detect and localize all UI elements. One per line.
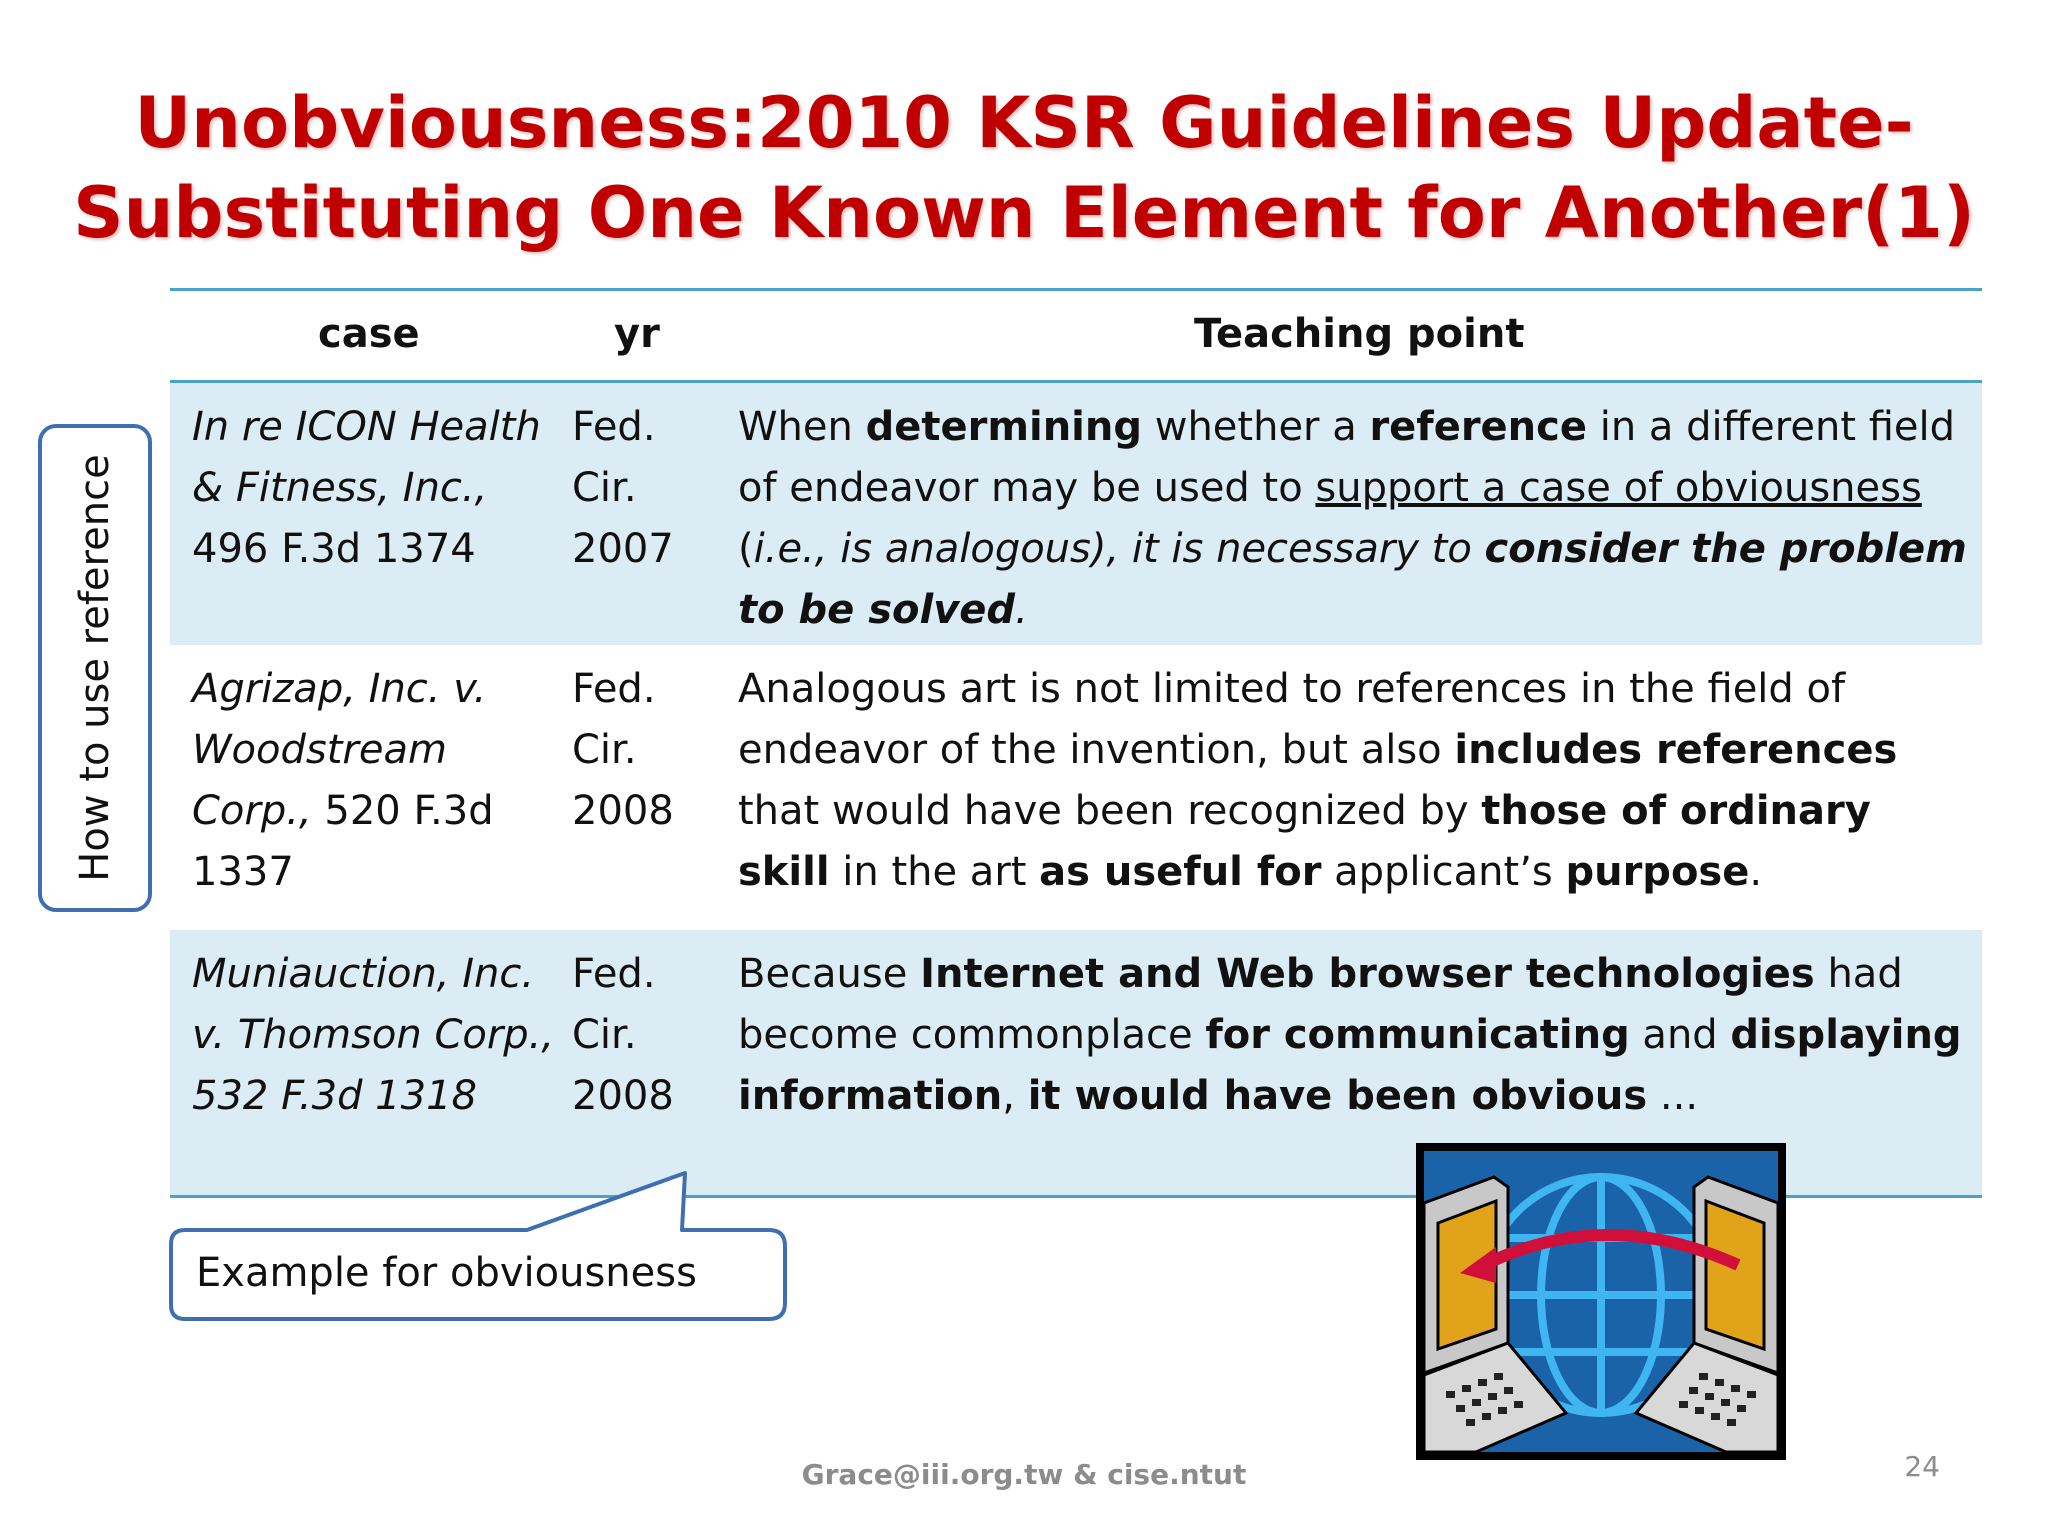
case-cell <box>192 659 572 903</box>
teaching-point-text: ... <box>1647 1073 1699 1119</box>
computers-globe-exchange-icon <box>1416 1143 1786 1460</box>
case-name: In re ICON Health & Fitness, Inc., <box>192 404 541 511</box>
footer-text: Grace@iii.org.tw & cise.ntut <box>801 1458 1247 1491</box>
slide-title-line-2: Substituting One Known Element for Another(1) <box>73 172 1975 254</box>
side-label: How to use reference <box>72 454 118 882</box>
header-teaching-point: Teaching point <box>1194 311 1525 357</box>
case-cell <box>192 944 572 1127</box>
teaching-point-text: purpose <box>1565 849 1750 895</box>
teaching-point-text: as useful for <box>1039 849 1322 895</box>
year-cell: Fed. Cir. 2008 <box>572 951 674 1119</box>
teaching-point-text: that would have been recognized by <box>738 788 1482 834</box>
case-name: Muniauction, Inc. v. Thomson Corp., 532 F.3d 1318 <box>192 951 555 1119</box>
year-cell: Fed. Cir. 2007 <box>572 404 674 572</box>
teaching-point-text: Because <box>738 951 921 997</box>
case-citation: 520 F.3d 1337 <box>192 788 494 895</box>
year-cell: Fed. Cir. 2008 <box>572 666 674 834</box>
teaching-point-text: in a different field of endeavor may be used to <box>738 404 1956 511</box>
teaching-point-text: whether a <box>1142 404 1370 450</box>
teaching-point-text: had become commonplace <box>738 951 1903 1058</box>
teaching-point-text: includes references <box>1454 727 1898 773</box>
slide-title-line-1: Unobviousness:2010 KSR Guidelines Update- <box>134 82 1914 164</box>
teaching-point-text: reference <box>1369 404 1587 450</box>
teaching-point-cell <box>738 944 1968 1127</box>
teaching-point-text: consider the problem to be solved <box>738 526 1967 633</box>
teaching-point-text: When <box>738 404 866 450</box>
header-yr: yr <box>614 311 660 357</box>
table-row <box>170 383 1982 645</box>
teaching-point-text: determining <box>865 404 1143 450</box>
teaching-point-text: it would have been obvious <box>1027 1073 1648 1119</box>
teaching-point-text: for communicating <box>1205 1012 1630 1058</box>
page-number: 24 <box>1904 1450 1940 1483</box>
teaching-point-text: Analogous art is not limited to references in the field of endeavor of the invention, but also <box>738 666 1846 773</box>
teaching-point-text: displaying information <box>738 1012 1962 1119</box>
teaching-point-text: those of ordinary skill <box>738 788 1871 895</box>
case-cell <box>192 397 572 580</box>
table-row <box>170 645 1982 919</box>
teaching-point-text: . <box>1749 849 1763 895</box>
teaching-point-text: applicant’s <box>1321 849 1566 895</box>
case-citation: 496 F.3d 1374 <box>192 526 476 572</box>
teaching-point-text: , <box>1002 1073 1028 1119</box>
teaching-point-text: . <box>1015 587 1028 633</box>
teaching-point-text: Internet and Web browser technologies <box>920 951 1815 997</box>
table-header <box>170 291 1982 382</box>
side-label-box <box>38 424 152 912</box>
case-name: Agrizap, Inc. v. Woodstream Corp., <box>192 666 487 834</box>
callout-text: Example for obviousness <box>196 1250 697 1296</box>
teaching-point-text: and <box>1629 1012 1731 1058</box>
teaching-point-text: i.e., is analogous), it is necessary to <box>753 526 1485 572</box>
header-case: case <box>318 311 420 357</box>
callout-bubble <box>165 1165 805 1325</box>
teaching-point-text: ( <box>738 526 754 572</box>
case-table <box>170 288 1982 1198</box>
teaching-point-text: support a case of obviousness <box>1315 465 1922 511</box>
teaching-point-cell <box>738 397 1968 641</box>
slide-title <box>40 78 2008 258</box>
teaching-point-cell <box>738 659 1968 903</box>
teaching-point-text: in the art <box>829 849 1040 895</box>
